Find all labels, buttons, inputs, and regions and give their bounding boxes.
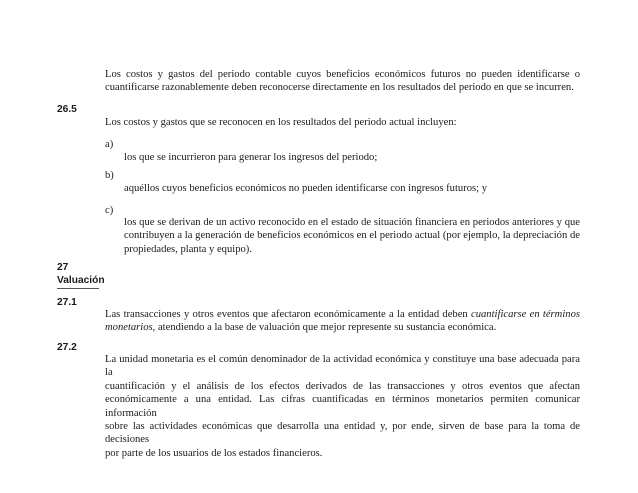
divider xyxy=(57,288,99,289)
text-segment: , atendiendo a la base de valuación que mejor represente su sustancia económica. xyxy=(152,322,497,334)
italic-term: cuantificarse en términos xyxy=(471,309,580,320)
section-heading xyxy=(57,261,105,287)
section-title: Valuación xyxy=(57,275,105,286)
list-item xyxy=(124,182,580,195)
section-paragraph xyxy=(105,308,580,335)
text-line: contribuyen a la generación de beneficios económicos en el periodo actual (por ejemplo, la depreciación de xyxy=(124,230,580,242)
list-item-letter: a) xyxy=(105,139,114,150)
text-line: aquéllos cuyos beneficios económicos no pueden identificarse con ingresos futuros; y xyxy=(124,183,488,194)
text-line: propiedades, planta y equipo). xyxy=(124,243,252,255)
list-item-letter: c) xyxy=(105,205,114,216)
intro-paragraph xyxy=(105,68,580,95)
section-number: 27 xyxy=(57,262,69,273)
text-line: sobre las actividades económicas que desarrolla una entidad y, por ende, sirven de base para la toma de decisiones xyxy=(105,421,580,446)
list-item-letter: b) xyxy=(105,170,114,181)
text-segment: Las transacciones y otros eventos que afectaron económicamente a la entidad deben xyxy=(105,309,472,320)
text-line: los que se derivan de un activo reconocido en el estado de situación financiera en periodos anteriores y que xyxy=(124,217,580,228)
text-line: Los costos y gastos del periodo contable cuyos beneficios económicos futuros no pueden identificarse o xyxy=(105,69,580,80)
list-item xyxy=(124,151,580,164)
text-line: los que se incurrieron para generar los ingresos del periodo; xyxy=(124,152,378,163)
section-paragraph xyxy=(105,353,580,460)
section-number: 27.1 xyxy=(57,297,77,308)
text-line: por parte de los usuarios de los estados financieros. xyxy=(105,447,323,459)
italic-term: monetarios xyxy=(105,322,153,334)
section-number: 26.5 xyxy=(57,104,77,115)
text-line: La unidad monetaria es el común denominador de la actividad económica y constituye una base adecuada para la xyxy=(105,354,580,379)
text-line: económicamente a una entidad. Las cifras cuantificadas en términos monetarios permiten comunicar información xyxy=(105,394,580,419)
text-line: cuantificación y el análisis de los efectos derivados de las transacciones y otros eventos que afectan xyxy=(105,380,580,392)
list-item xyxy=(124,216,580,256)
text-line xyxy=(105,321,580,334)
section-number: 27.2 xyxy=(57,342,77,353)
text-line xyxy=(105,308,580,321)
section-text: Los costos y gastos que se reconocen en los resultados del periodo actual incluyen: xyxy=(105,117,457,128)
text-line: cuantificarse razonablemente deben reconocerse directamente en los resultados del periodo en que se incurren. xyxy=(105,82,574,94)
